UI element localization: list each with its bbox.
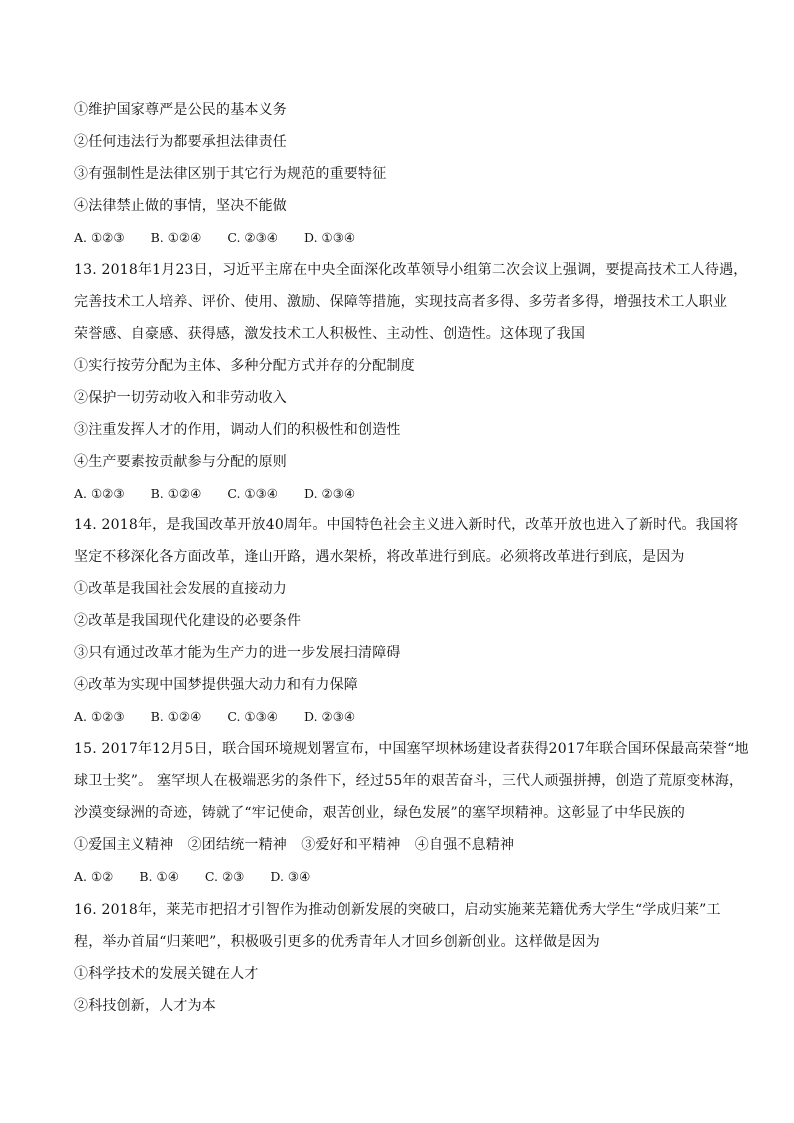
q13-stem-line-3: 荣誉感、自豪感、获得感，激发技术工人积极性、主动性、创造性。这体现了我国 bbox=[74, 326, 586, 342]
q13-statement-1: ①实行按劳分配为主体、多种分配方式并存的分配制度 bbox=[74, 358, 415, 374]
q15-option-c: C. ②③ bbox=[204, 869, 245, 884]
q16-statement-2: ②科技创新，人才为本 bbox=[74, 998, 216, 1014]
q14-option-a: A. ①②③ bbox=[74, 709, 125, 724]
q15-option-a: A. ①② bbox=[74, 869, 114, 884]
q15-options bbox=[74, 868, 332, 886]
q12-option-b: B. ①②④ bbox=[150, 230, 202, 245]
q14-option-c: C. ①③④ bbox=[227, 709, 279, 724]
q16-statement-1: ①科学技术的发展关键在人才 bbox=[74, 966, 259, 982]
q12-statement-4: ④法律禁止做的事情，坚决不能做 bbox=[74, 198, 287, 214]
q15-statements: ①爱国主义精神 ②团结统一精神 ③爱好和平精神 ④自强不息精神 bbox=[74, 837, 515, 853]
q13-statement-2: ②保护一切劳动收入和非劳动收入 bbox=[74, 390, 287, 406]
q13-statement-3: ③注重发挥人才的作用，调动人们的积极性和创造性 bbox=[74, 422, 401, 438]
q15-stem-line-3: 沙漠变绿洲的奇迹，铸就了“牢记使命，艰苦创业，绿色发展”的塞罕坝精神。这彰显了中华民族的 bbox=[74, 805, 686, 821]
q14-statement-3: ③只有通过改革才能为生产力的进一步发展扫清障碍 bbox=[74, 645, 401, 661]
q15-stem-line-2: 球卫士奖”。 塞罕坝人在极端恶劣的条件下，经过55年的艰苦奋斗，三代人顽强拼搏，创造了荒原变林海， bbox=[74, 773, 744, 789]
q13-option-b: B. ①②④ bbox=[150, 486, 202, 501]
q14-option-d: D. ②③④ bbox=[304, 709, 356, 724]
q13-option-a: A. ①②③ bbox=[74, 486, 125, 501]
q12-options bbox=[74, 229, 377, 247]
q12-option-c: C. ②③④ bbox=[227, 230, 279, 245]
q12-option-a: A. ①②③ bbox=[74, 230, 125, 245]
q14-statement-4: ④改革为实现中国梦提供强大动力和有力保障 bbox=[74, 677, 358, 693]
q14-stem-line-2: 坚定不移深化各方面改革，逢山开路，遇水架桥，将改革进行到底。必须将改革进行到底，是因为 bbox=[74, 549, 685, 565]
q12-statement-3: ③有强制性是法律区别于其它行为规范的重要特征 bbox=[74, 166, 387, 182]
q13-statement-4: ④生产要素按贡献参与分配的原则 bbox=[74, 454, 287, 470]
q13-option-c: C. ①③④ bbox=[227, 486, 279, 501]
q14-options bbox=[74, 708, 377, 726]
q13-stem-line-2: 完善技术工人培养、评价、使用、激励、保障等措施，实现技高者多得、多劳者多得，增强技术工人职业 bbox=[74, 294, 728, 310]
q12-statement-2: ②任何违法行为都要承担法律责任 bbox=[74, 134, 287, 150]
q15-option-d: D. ③④ bbox=[270, 869, 311, 884]
q12-statement-1: ①维护国家尊严是公民的基本义务 bbox=[74, 102, 287, 118]
q14-statement-2: ②改革是我国现代化建设的必要条件 bbox=[74, 613, 302, 629]
q13-stem-line-1: 13. 2018年1月23日，习近平主席在中央全面深化改革领导小组第二次会议上强调，要提高技术工人待遇， bbox=[74, 262, 748, 278]
q13-option-d: D. ②③④ bbox=[304, 486, 356, 501]
q15-stem-line-1: 15. 2017年12月5日，联合国环境规划署宣布，中国塞罕坝林场建设者获得2017年联合国环保最高荣誉“地 bbox=[74, 741, 749, 757]
q15-option-b: B. ①④ bbox=[139, 869, 179, 884]
q14-statement-1: ①改革是我国社会发展的直接动力 bbox=[74, 581, 287, 597]
q16-stem-line-1: 16. 2018年，莱芜市把招才引智作为推动创新发展的突破口，启动实施莱芜籍优秀大学生“学成归莱”工 bbox=[74, 902, 721, 918]
q13-options bbox=[74, 485, 377, 503]
q14-option-b: B. ①②④ bbox=[150, 709, 202, 724]
q12-option-d: D. ①③④ bbox=[304, 230, 356, 245]
q14-stem-line-1: 14. 2018年，是我国改革开放40周年。中国特色社会主义进入新时代，改革开放也进入了新时代。我国将 bbox=[74, 517, 739, 533]
q16-stem-line-2: 程，举办首届“归莱吧”，积极吸引更多的优秀青年人才回乡创新创业。这样做是因为 bbox=[74, 934, 600, 950]
